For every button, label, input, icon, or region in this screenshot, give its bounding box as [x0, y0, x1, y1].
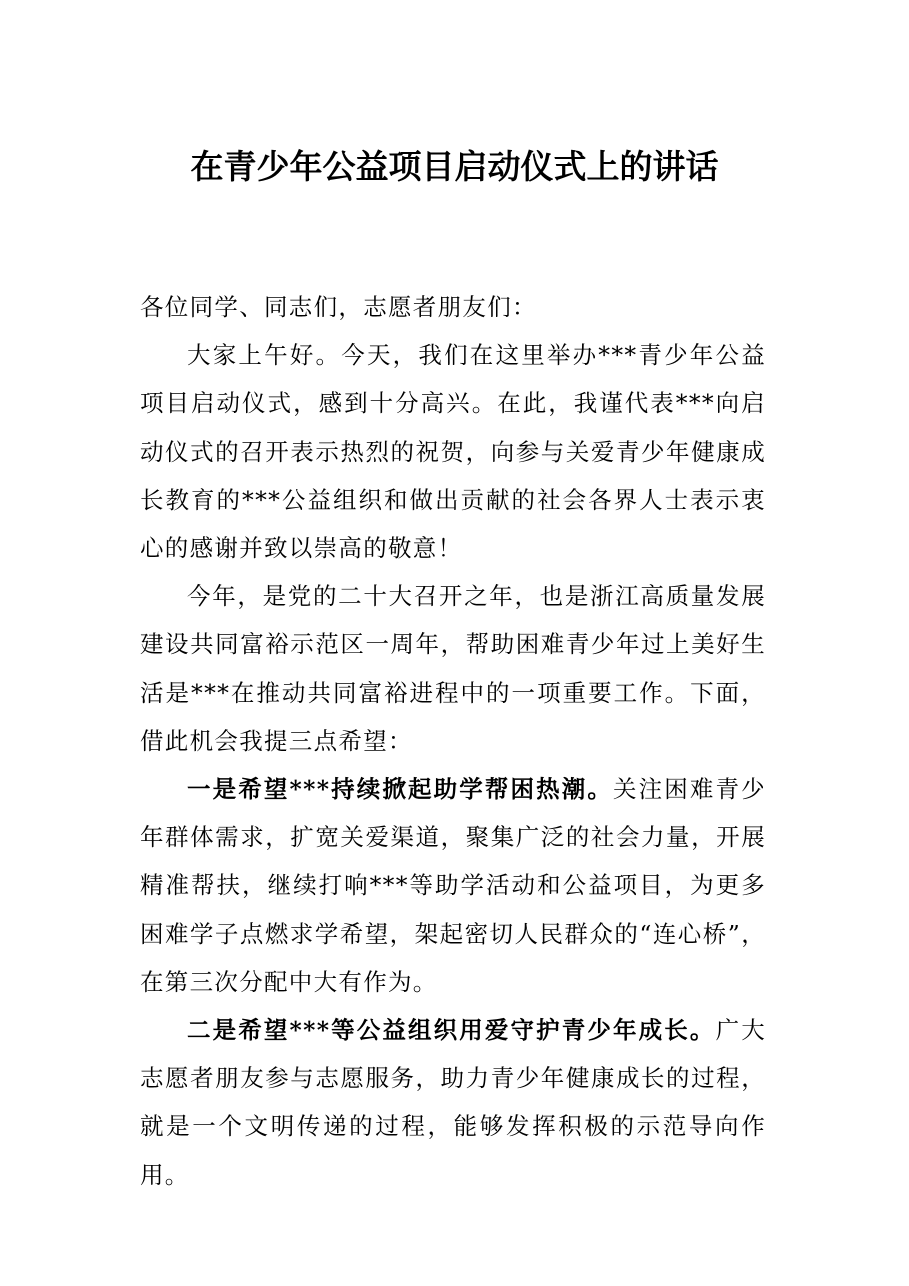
paragraph-2-text: 今年，是党的二十大召开之年，也是浙江高质量发展建设共同富裕示范区一周年，帮助困难青少年过上美好生活是***在推动共同富裕进程中的一项重要工作。下面，借此机会我提三点希望：: [140, 582, 766, 755]
document-title: 在青少年公益项目启动仪式上的讲话: [190, 147, 719, 186]
paragraph-3: [140, 765, 766, 1006]
paragraph-2: [140, 572, 766, 765]
document-body: [140, 283, 766, 1199]
paragraph-4-lead: 二是希望***等公益组织用爱守护青少年成长。: [187, 1016, 716, 1045]
salutation: 各位同学、同志们，志愿者朋友们：: [140, 293, 537, 321]
paragraph-3-text: 关注困难青少年群体需求，扩宽关爱渠道，聚集广泛的社会力量，开展精准帮扶，继续打响***等助学活动和公益项目，为更多困难学子点燃求学希望，架起密切人民群众的“连心桥”，在第三次分配中大有作为。: [140, 775, 766, 996]
paragraph-1-text: 大家上午好。今天，我们在这里举办***青少年公益项目启动仪式，感到十分高兴。在此，我谨代表***向启动仪式的召开表示热烈的祝贺，向参与关爱青少年健康成长教育的***公益组织和做出贡献的社会各界人士表示衷心的感谢并致以崇高的敬意！: [140, 341, 766, 563]
paragraph-3-lead: 一是希望***持续掀起助学帮困热潮。: [187, 775, 614, 804]
paragraph-4-text: 广大志愿者朋友参与志愿服务，助力青少年健康成长的过程，就是一个文明传递的过程，能够发挥积极的示范导向作用。: [140, 1016, 766, 1189]
paragraph-1: [140, 331, 766, 572]
paragraph-4: [140, 1006, 766, 1199]
